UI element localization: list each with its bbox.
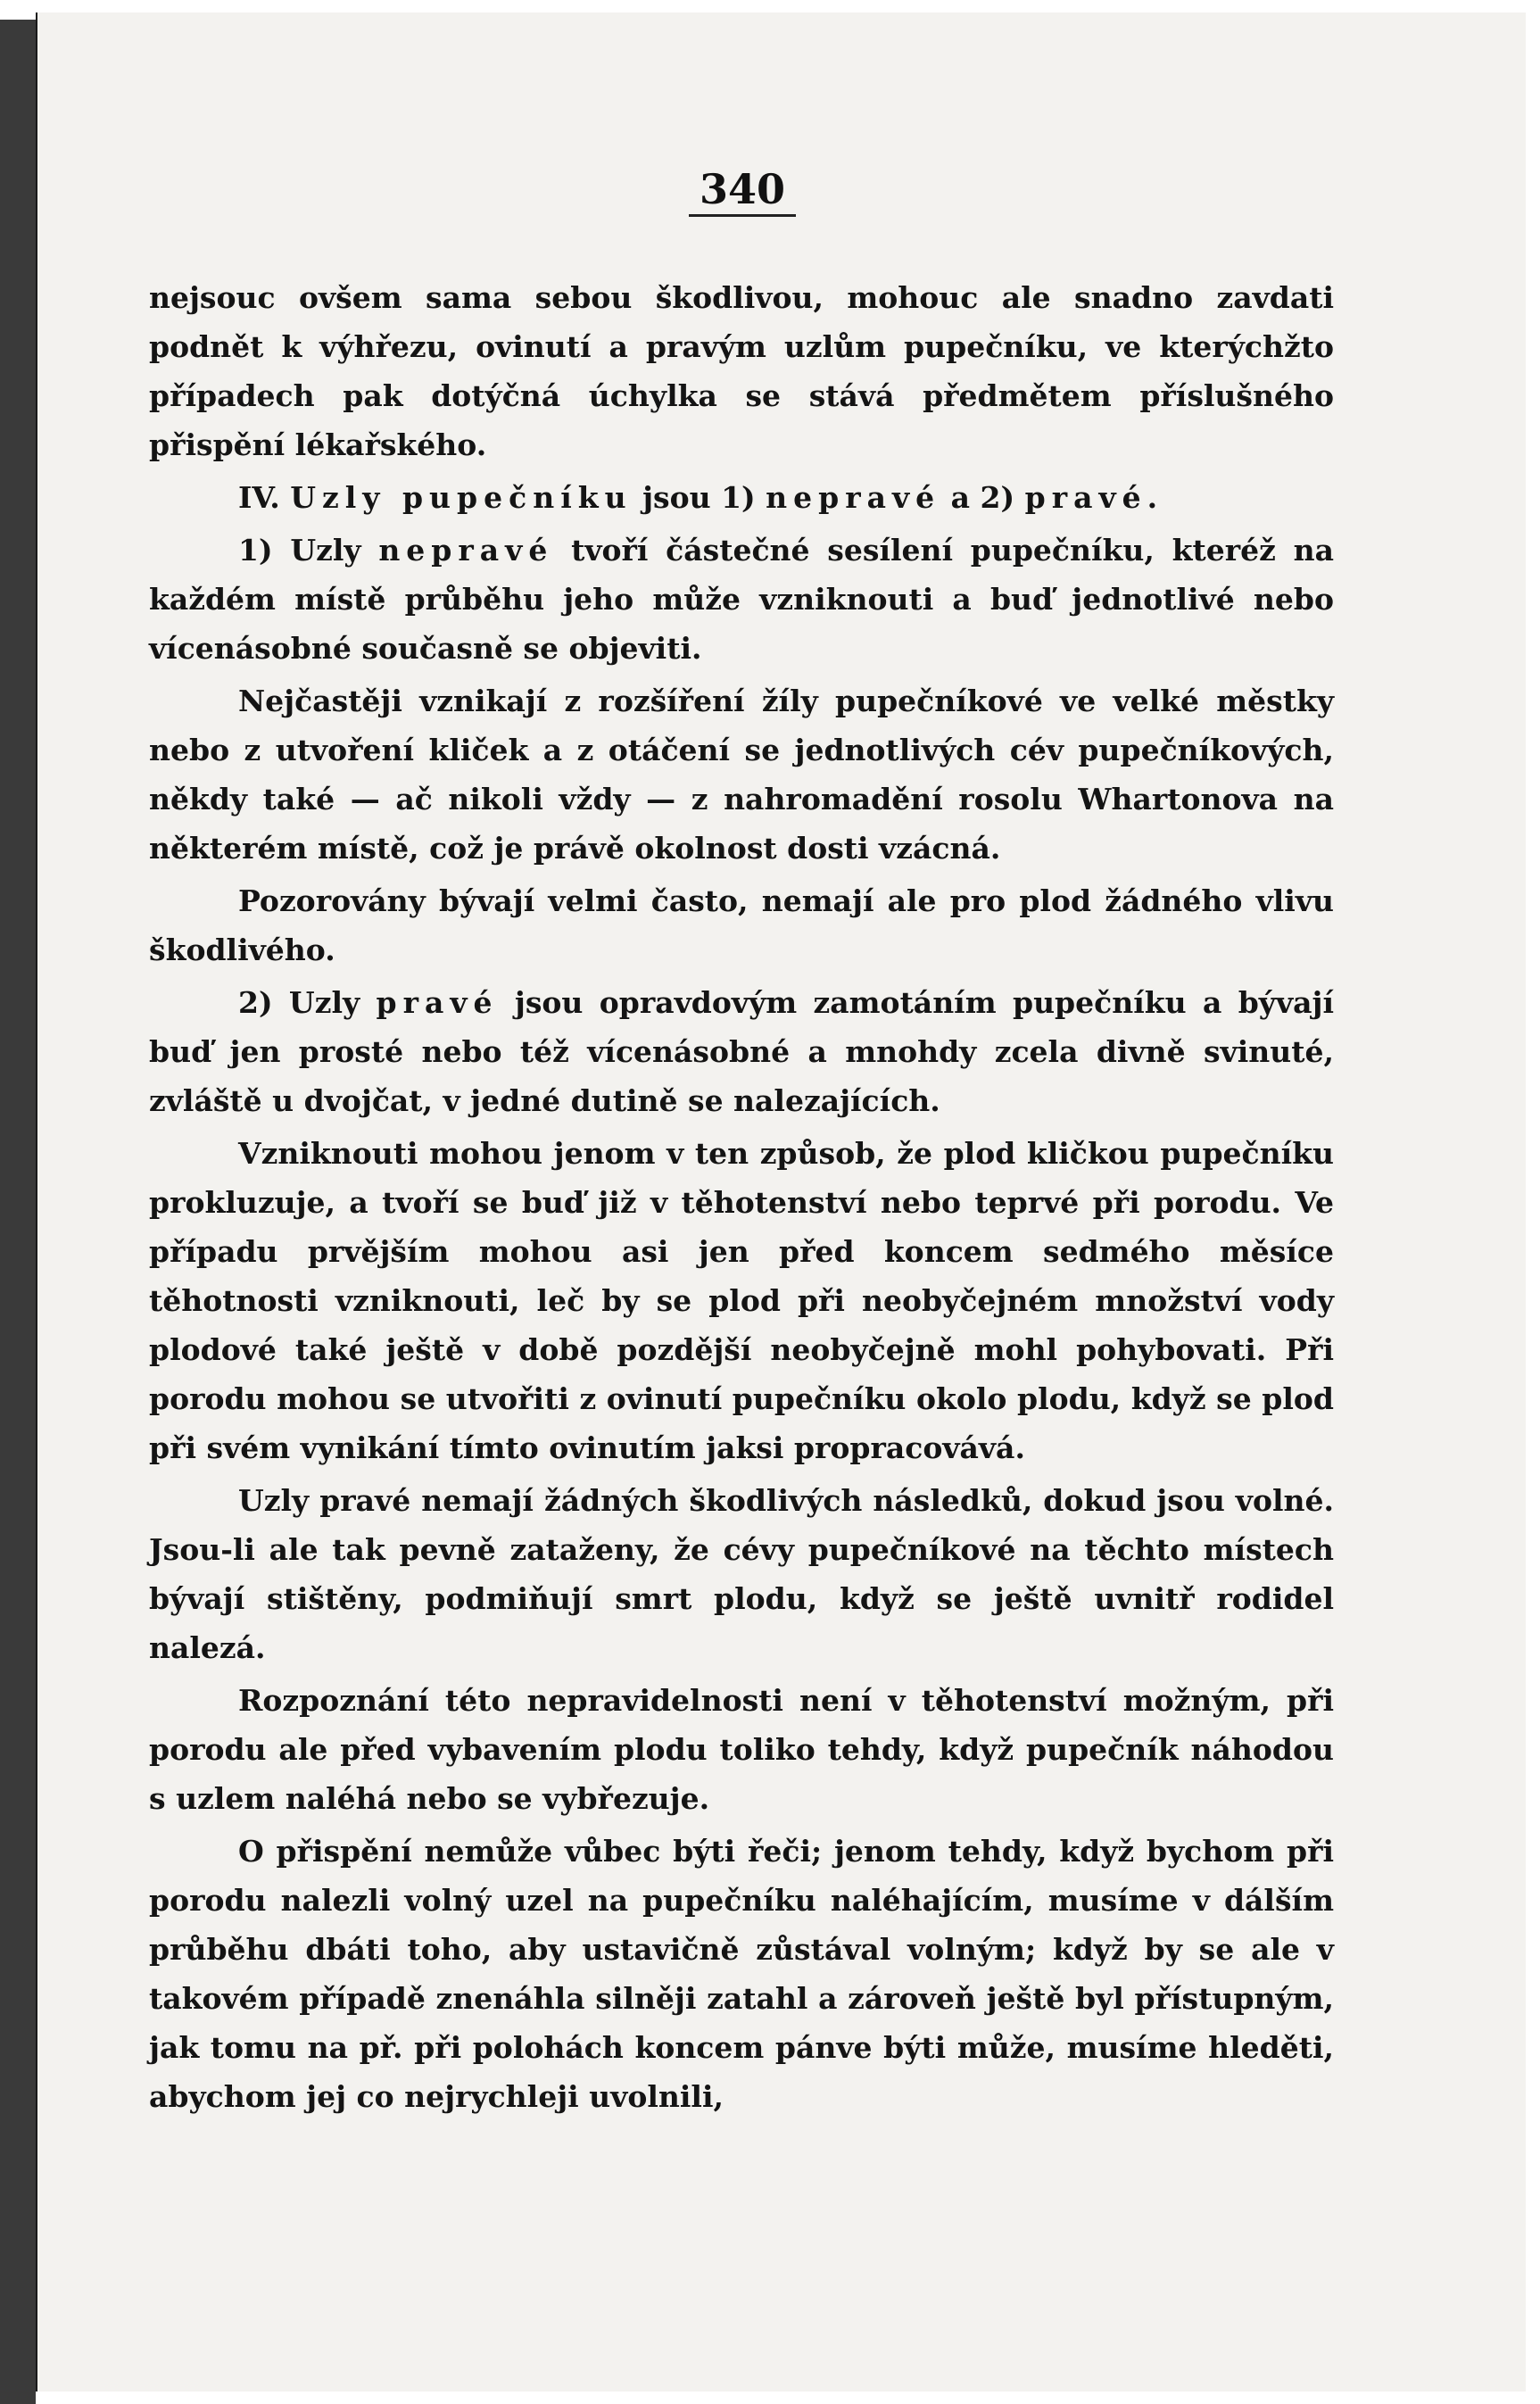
paragraph-4: Nejčastěji vznikají z rozšíření žíly pupečníkové ve velké městky nebo z utvoření kliček a z otáčení se jednotlivých cév pupečníkových, někdy také — ač nikoli vždy — z nahromadění rosolu Whartonova na některém místě, což je právě okolnost dosti vzácná. [149, 684, 1334, 866]
heading-middle-2: a 2) [940, 480, 1025, 515]
heading-spaced-2: nepravé [766, 480, 941, 515]
heading-spaced-1: Uzly pupečníku [290, 480, 633, 515]
paragraph-7: Vzniknouti mohou jenom v ten způsob, že plod kličkou pupečníku prokluzuje, a tvoří se buď již v těhotenství nebo teprvé při porodu. Ve případu prvějším mohou asi jen před koncem sedmého měsíce těhotnosti vzniknouti, leč by se plod při neobyčejném množství vody plodové také ještě v době pozdější neobyčejně mohl pohybovati. Při porodu mohou se utvořiti z ovinutí pupečníku okolo plodu, když se plod při svém vynikání tímto ovinutím jaksi propracovává. [149, 1136, 1334, 1465]
paragraph-6 [149, 978, 1334, 1125]
paragraph-9: Rozpoznání této nepravidelnosti není v těhotenství možným, při porodu ale před vybavením plodu toliko tehdy, když pupečník náhodou s uzlem naléhá nebo se vybřezuje. [149, 1683, 1334, 1816]
p3-suffix: tvoří částečné sesílení pupečníku, kteréž na každém místě průběhu jeho může vzniknouti a buď jednotlivé nebo vícenásobné současně se objeviti. [149, 533, 1334, 666]
page-text [149, 273, 1334, 2121]
page-number: 340 [689, 164, 796, 217]
paragraph-8: Uzly pravé nemají žádných škodlivých následků, dokud jsou volné. Jsou-li ale tak pevně zataženy, že cévy pupečníkové na těchto místech bývají stištěny, podmiňují smrt plodu, když se ještě uvnitř rodidel nalezá. [149, 1483, 1334, 1665]
p6-suffix: jsou opravdovým zamotáním pupečníku a bývají buď jen prosté nebo též vícenásobné a mnohdy zcela divně svinuté, zvláště u dvojčat, v jedné dutině se nalezajících. [149, 985, 1334, 1118]
paragraph-3 [149, 526, 1334, 673]
book-page [36, 12, 1526, 2392]
paragraph-2-heading [149, 473, 1334, 522]
heading-suffix: . [1147, 480, 1158, 515]
scan-background-left [0, 0, 36, 2404]
heading-prefix: IV. [238, 480, 291, 515]
heading-middle: jsou 1) [632, 480, 766, 515]
paragraph-1: nejsouc ovšem sama sebou škodlivou, mohouc ale snadno zavdati podnět k výhřezu, ovinutí a pravým uzlům pupečníku, ve kterýchžto případech pak dotýčná úchylka se stává předmětem příslušného přispění lékařského. [149, 280, 1334, 462]
heading-spaced-3: pravé [1024, 480, 1147, 515]
p3-spaced: nepravé [378, 533, 554, 568]
p6-prefix: 2) Uzly [238, 985, 377, 1020]
paragraph-10: O přispění nemůže vůbec býti řeči; jenom tehdy, když bychom při porodu nalezli volný uzel na pupečníku naléhajícím, musíme v dálším průběhu dbáti toho, aby ustavičně zůstával volným; když by se ale v takovém případě znenáhla silněji zatahl a zároveň ještě byl přístupným, jak tomu na př. při polohách koncem pánve býti může, musíme hleděti, abychom jej co nejrychleji uvolnili, [149, 1834, 1334, 2114]
paragraph-5: Pozorovány bývají velmi často, nemají ale pro plod žádného vlivu škodlivého. [149, 883, 1334, 967]
p3-prefix: 1) Uzly [238, 533, 379, 568]
p6-spaced: pravé [376, 985, 499, 1020]
